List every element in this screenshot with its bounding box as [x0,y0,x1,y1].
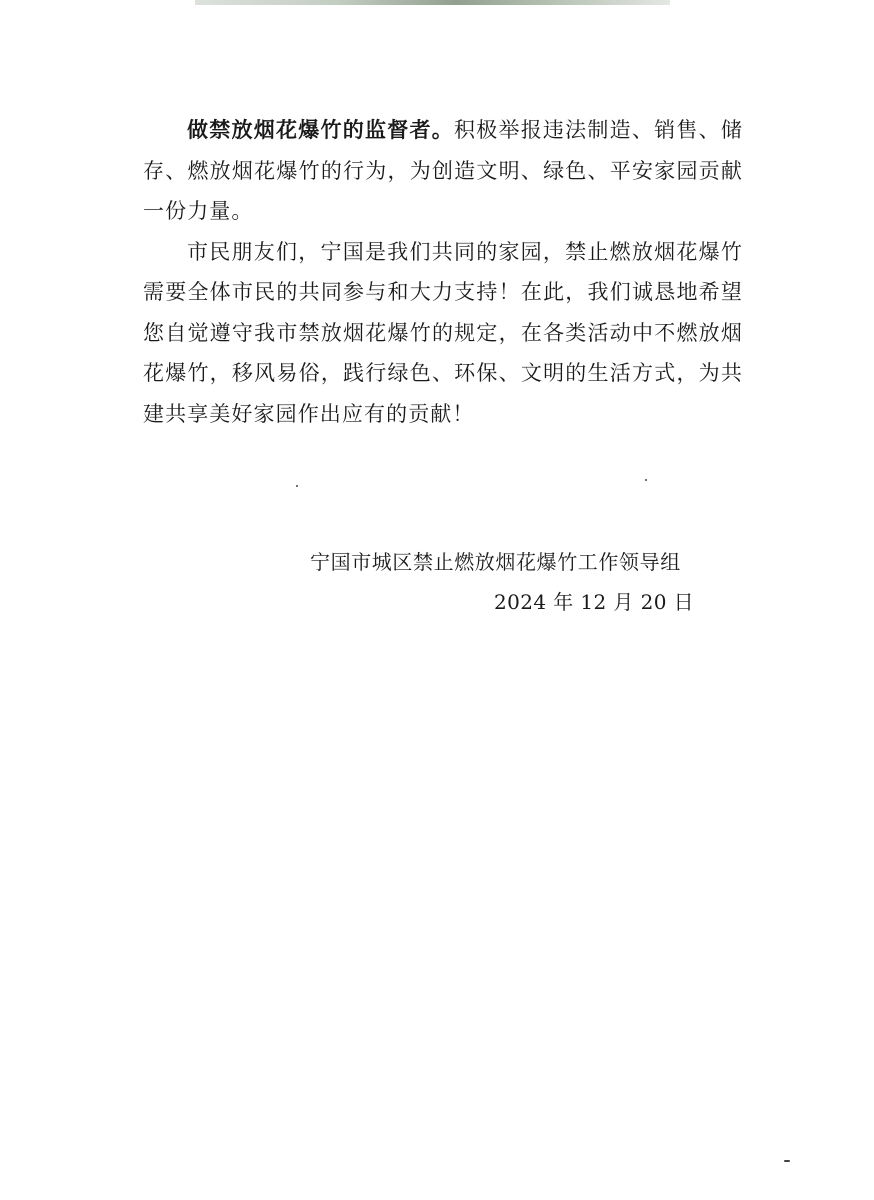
scan-speck [296,485,298,487]
paragraph-supervisor [143,110,743,232]
paragraph-text: 积极举报违法制造、销售、储存、燃放烟花爆竹的行为，为创造文明、绿色、平安家园贡献一份力量。 [143,118,743,223]
paragraph-text: 市民朋友们，宁国是我们共同的家园，禁止燃放烟花爆竹需要全体市民的共同参与和大力支持！在此，我们诚恳地希望您自觉遵守我市禁放烟花爆竹的规定，在各类活动中不燃放烟花爆竹，移风易俗，践行绿色、环保、文明的生活方式，为共建共享美好家园作出应有的贡献！ [143,239,743,426]
scan-top-edge-image-strip [195,0,670,5]
scan-speck [645,479,647,481]
signature-date: 2024 年 12 月 20 日 [494,590,694,614]
paragraph-appeal [143,232,743,435]
signature-organization: 宁国市城区禁止燃放烟花爆竹工作领导组 [310,550,681,574]
scan-speck [784,1160,790,1162]
paragraph-lead-heading: 做禁放烟花爆竹的监督者。 [187,117,454,142]
document-body [143,110,743,434]
